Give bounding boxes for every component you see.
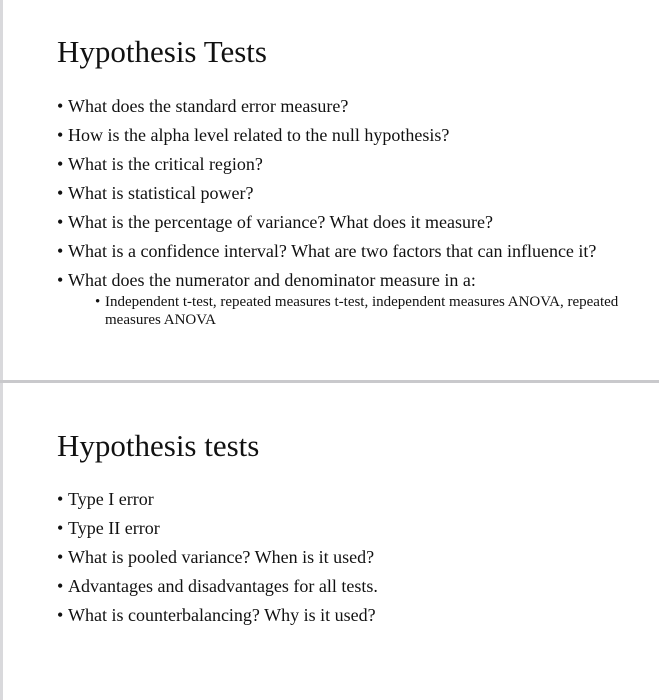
sub-bullet-item: • Independent t-test, repeated measures t-test, independent measures ANOVA, repeated measures ANOVA <box>95 293 642 329</box>
bullet-list <box>57 489 642 634</box>
bullet-item: • Type I error <box>57 489 642 510</box>
slide-hypothesis-tests-2 <box>0 383 659 700</box>
bullet-item: • What does the standard error measure? <box>57 96 642 117</box>
bullet-item: • Advantages and disadvantages for all tests. <box>57 576 642 597</box>
bullet-item: • Type II error <box>57 518 642 539</box>
bullet-item: • How is the alpha level related to the null hypothesis? <box>57 125 642 146</box>
bullet-text: What does the numerator and denominator measure in a: <box>68 270 476 290</box>
bullet-item: • What is pooled variance? When is it used? <box>57 547 642 568</box>
slide-title: Hypothesis tests <box>57 428 260 463</box>
bullet-item: • What is counterbalancing? Why is it used? <box>57 605 642 626</box>
slide-edge <box>0 383 3 700</box>
bullet-item: • What is a confidence interval? What are two factors that can influence it? <box>57 241 642 262</box>
bullet-item: • What is the critical region? <box>57 154 642 175</box>
bullet-item: • What is the percentage of variance? What does it measure? <box>57 212 642 233</box>
slide-edge <box>0 0 3 380</box>
slide-title: Hypothesis Tests <box>57 34 267 69</box>
sub-bullet-list <box>95 293 642 329</box>
bullet-item: • What is statistical power? <box>57 183 642 204</box>
bullet-item-with-sublist <box>57 270 642 329</box>
bullet-list <box>57 96 642 337</box>
